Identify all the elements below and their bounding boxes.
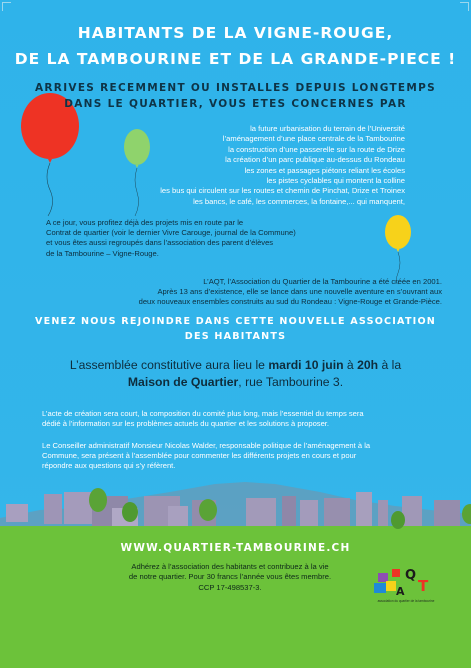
assembly-text: à <box>343 358 358 372</box>
crop-mark-top-left <box>2 2 11 11</box>
assembly-time: 20h <box>357 358 379 372</box>
green-balloon-icon <box>122 128 152 218</box>
concern-item: la construction d’une passerelle sur la route de Drize <box>228 144 405 154</box>
svg-text:Q: Q <box>405 568 417 583</box>
intro-paragraph <box>46 218 376 259</box>
paragraph-line: Après 13 ans d’existence, elle se lance dans une nouvelle aventure en s’ouvrant aux <box>157 287 442 297</box>
councillor-info <box>42 441 442 472</box>
website-url: WWW.QUARTIER-TAMBOURINE.CH <box>120 542 351 554</box>
paragraph-line: de la Tambourine – Vigne-Rouge. <box>46 248 159 258</box>
paragraph-line: A ce jour, vous profitez déjà des projets mis en route par le <box>46 218 244 227</box>
assembly-place: Maison de Quartier <box>127 375 239 389</box>
concern-item: les bancs, le café, les commerces, la fontaine,... qui manquent, <box>193 196 405 206</box>
assembly-announcement <box>40 357 431 391</box>
paragraph-line: L’AQT, l’Association du Quartier de la Tambourine a été créée en 2001. <box>203 277 442 286</box>
main-title-line-1: HABITANTS DE LA VIGNE-ROUGE, <box>77 24 394 42</box>
yellow-balloon-icon <box>383 215 413 285</box>
info-line: répondre aux questions qui s’y réfèrent. <box>42 461 176 471</box>
svg-text:T: T <box>418 577 429 595</box>
info-line: L’acte de création sera court, la composition du comité plus long, mais l’essentiel du temps sera <box>42 409 364 418</box>
svg-text:A: A <box>396 585 405 598</box>
main-title-line-2: DE LA TAMBOURINE ET DE LA GRANDE-PIECE ! <box>14 50 457 68</box>
membership-info <box>80 562 380 593</box>
subtitle-line-1: ARRIVES RECEMMENT OU INSTALLES DEPUIS LONGTEMPS <box>35 82 436 94</box>
assembly-text: à la <box>378 358 402 372</box>
concern-item: les zones et passages piétons reliant les écoles <box>244 165 405 175</box>
footer-line: CCP 17-498537-3. <box>198 582 262 592</box>
paragraph-line: deux nouveaux ensembles construits au sud du Rondeau : Vigne-Rouge et Grande-Pièce. <box>138 297 442 307</box>
concern-item: la future urbanisation du terrain de l’Université <box>250 124 405 133</box>
join-heading-line-2: DES HABITANTS <box>184 331 287 342</box>
creation-info <box>42 409 442 429</box>
crop-mark-top-right <box>460 2 469 11</box>
logo-tagline: association du quartier de la tambourine <box>377 599 435 603</box>
paragraph-line: et vous êtes aussi regroupés dans l’association des parent d’élèves <box>46 238 274 248</box>
footer-line: Adhérez à l’association des habitants et contribuez à la vie <box>131 562 329 571</box>
concern-item: la création d’un parc publique au-dessus du Rondeau <box>225 155 405 165</box>
assembly-text: L’assemblée constitutive aura lieu le <box>69 358 269 372</box>
paragraph-line: Contrat de quartier (voir le dernier Vivre Carouge, journal de la Commune) <box>46 228 296 238</box>
concern-item: l’aménagement d’une place centrale de la Tambourine <box>222 134 405 144</box>
aqt-logo-icon <box>372 555 436 605</box>
aqt-paragraph <box>40 277 442 308</box>
assembly-street: , rue Tambourine 3. <box>238 375 344 389</box>
concern-item: les bus qui circulent sur les routes et chemin de Pinchat, Drize et Troinex <box>160 186 405 196</box>
info-line: dédié à l’information sur les problèmes actuels du quartier et les solutions à proposer. <box>42 419 330 429</box>
join-heading-line-1: VENEZ NOUS REJOINDRE DANS CETTE NOUVELLE ASSOCIATION <box>34 316 437 327</box>
subtitle-line-2: DANS LE QUARTIER, VOUS ETES CONCERNES PAR <box>64 98 407 110</box>
assembly-date: mardi 10 juin <box>268 358 344 372</box>
footer-line: de notre quartier. Pour 30 francs l’année vous êtes membre. <box>128 572 332 582</box>
red-balloon-icon <box>18 92 82 217</box>
info-line: Le Conseiller administratif Monsieur Nicolas Walder, responsable politique de l’aménagement à la <box>42 441 371 450</box>
info-line: Commune, sera présent à l’assemblée pour commenter les différents projets en cours et pour <box>42 451 357 461</box>
concern-item: les pistes cyclables qui montent la colline <box>266 176 405 186</box>
concerns-list <box>160 124 405 207</box>
